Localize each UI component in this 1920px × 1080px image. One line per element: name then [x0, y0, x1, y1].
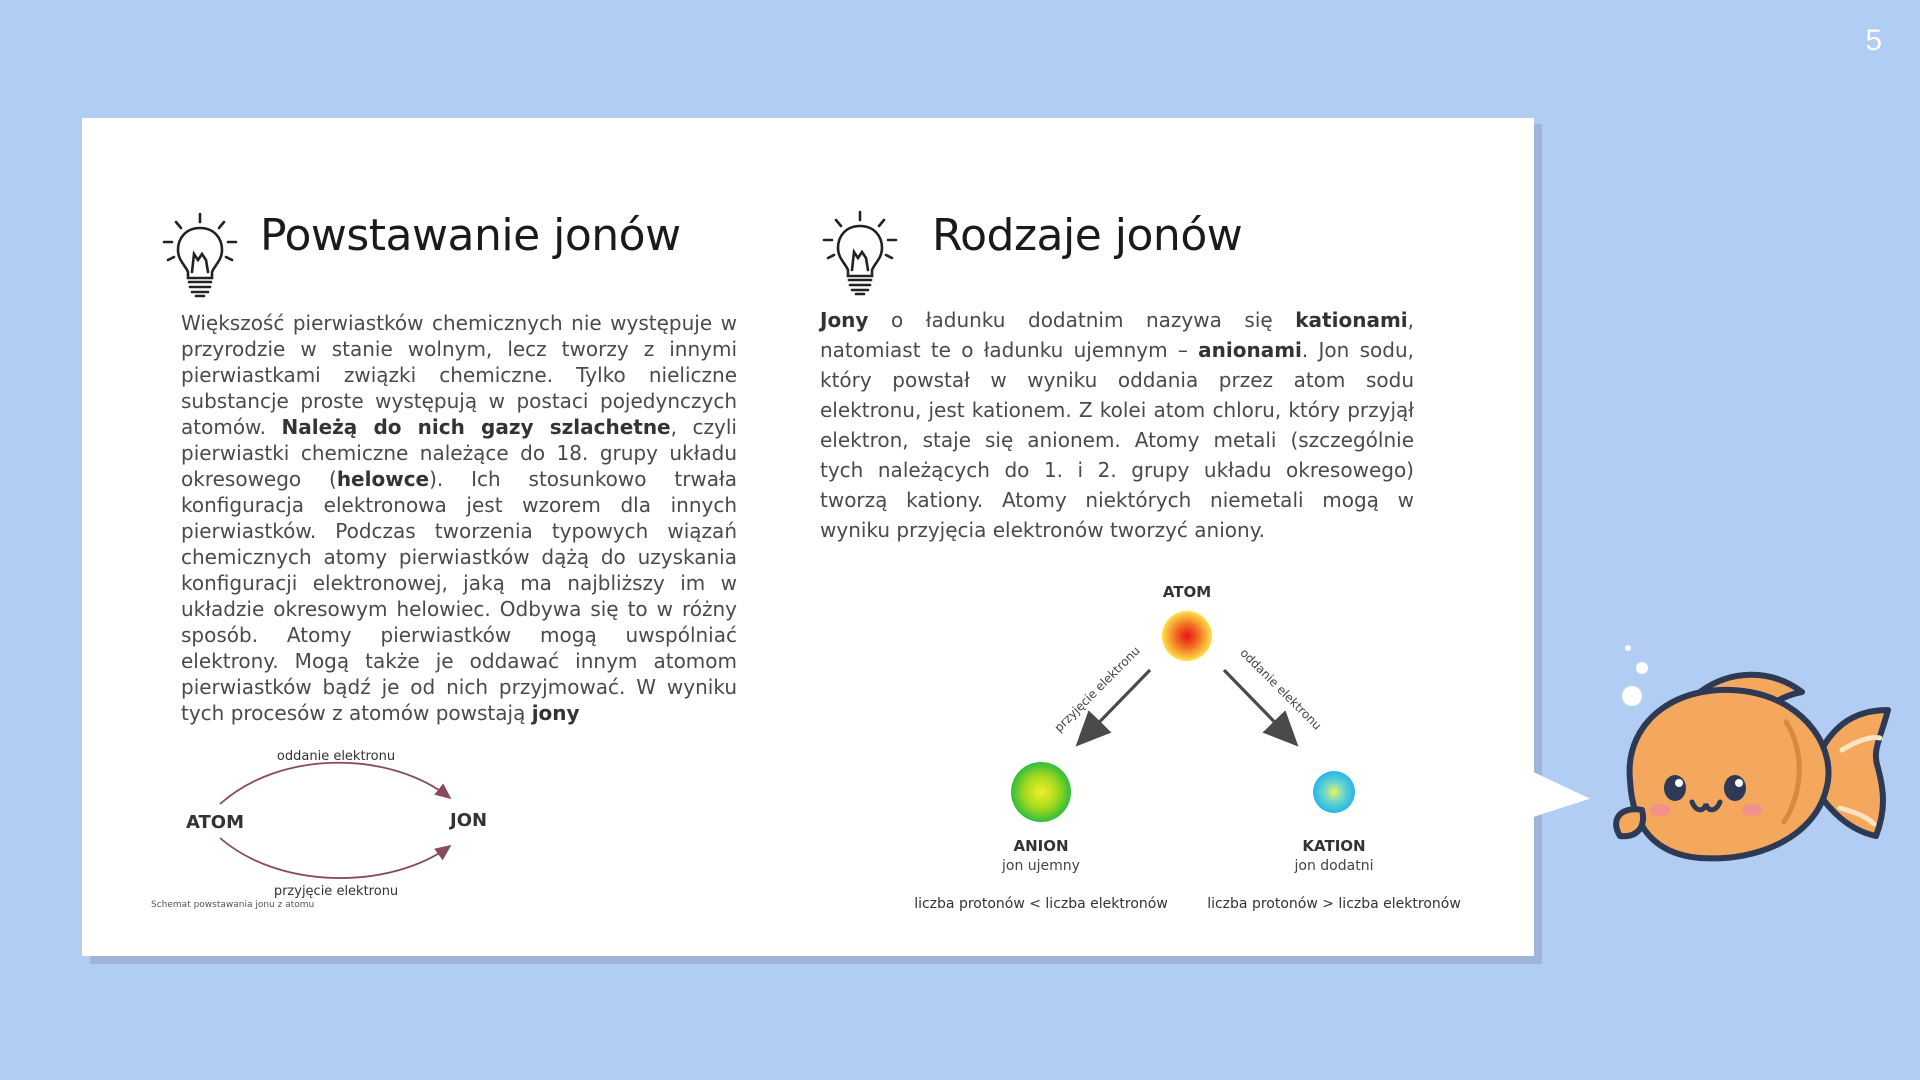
text-run: o ładunku dodatnim nazywa się [868, 308, 1296, 332]
light-bulb-icon [160, 210, 240, 302]
give-electron-arrow [220, 763, 450, 804]
text-run: , czyli pierwiastki chemiczne należące do 18. grupy układu okresowego ( [181, 415, 737, 491]
bold-run: anionami [1198, 338, 1302, 362]
kation-sublabel: jon dodatni [1294, 858, 1374, 874]
text-run: , natomiast te o ładunku ujemnym – [820, 308, 1414, 362]
kation-rule: liczba protonów > liczba elektronów [1207, 896, 1461, 912]
bold-run: kationami [1295, 308, 1408, 332]
anion-rule: liczba protonów < liczba elektronów [914, 896, 1168, 912]
text-run: Większość pierwiastków chemicznych nie występuje w przyrodzie w stanie wolnym, lecz tworzy z innymi pierwiastkami związki chemiczne. Tylko nieliczne substancje proste występują w postaci pojedynczych atomów. [181, 311, 737, 439]
left-arrow-label: przyjęcie elektronu [1051, 643, 1143, 735]
text-run: ). Ich stosunkowo trwała konfiguracja elektronowa jest wzorem dla innych pierwiastków. Podczas tworzenia typowych wiązań chemicznych atomy pierwiastków dążą do uzyskania konfiguracji elektronowej, jaką ma najbliższy im w układzie okresowym helowiec. Odbywa się to w różny sposób. Atomy pierwiastków mogą uwspólniać elektrony. Mogą także je oddawać innym atomom pierwiastków bądź je od nich przyjmować. W wyniku tych procesów z atomów powstają [181, 467, 737, 725]
atom-label: ATOM [186, 812, 245, 833]
ion-types-diagram [900, 570, 1480, 920]
atom-sphere [1162, 611, 1212, 661]
bubble [1622, 686, 1642, 706]
right-paragraph [820, 305, 1414, 545]
kation-label: KATION [1302, 837, 1366, 855]
atom-ion-diagram [130, 740, 530, 930]
bottom-arrow-label: przyjęcie elektronu [273, 884, 399, 899]
bold-run: Należą do nich gazy szlachetne [281, 415, 671, 439]
diagram-caption: Schemat powstawania jonu z atomu [151, 900, 315, 910]
ion-label: JON [450, 810, 488, 831]
top-arrow-label: oddanie elektronu [276, 749, 396, 764]
goldfish-illustration [1580, 640, 1900, 890]
left-title: Powstawanie jonów [260, 210, 681, 261]
atom-label: ATOM [1162, 583, 1212, 601]
bubble [1625, 645, 1631, 651]
bold-run: jony [531, 701, 580, 725]
bold-run: Jony [820, 308, 869, 332]
bubble [1636, 662, 1648, 674]
take-electron-arrow [220, 838, 450, 878]
light-bulb-icon [820, 208, 900, 300]
anion-sphere [1011, 762, 1071, 822]
bold-run: helowce [336, 467, 430, 491]
fish-eye [1724, 775, 1746, 801]
page-number: 5 [1865, 24, 1882, 57]
right-title: Rodzaje jonów [932, 210, 1243, 261]
anion-sublabel: jon ujemny [1002, 858, 1080, 874]
kation-sphere [1313, 771, 1355, 813]
anion-label: ANION [1013, 837, 1069, 855]
fish-eye [1664, 775, 1686, 801]
text-run: . Jon sodu, który powstał w wyniku oddania przez atom sodu elektronu, jest kationem. Z kolei atom chloru, który przyjął elektron, staje się anionem. Atomy metali (szczególnie tych należących do 1. i 2. grupy układu okresowego) tworzą kationy. Atomy niektórych niemetali mogą w wyniku przyjęcia elektronów tworzyć aniony. [820, 338, 1414, 542]
left-paragraph [181, 310, 737, 726]
right-arrow-label: oddanie elektronu [1237, 645, 1325, 733]
